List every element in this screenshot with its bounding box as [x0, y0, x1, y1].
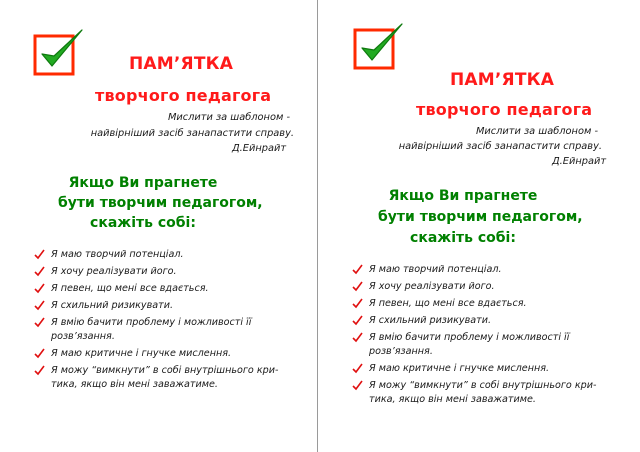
list-item: Я певен, що мені все вдається.: [352, 297, 622, 311]
list-item: Я можу “вимкнути” в собі внутрішнього кри- тика, якщо він мені заважатиме.: [352, 379, 622, 407]
list-item: Я схильний ризикувати.: [34, 299, 304, 313]
checkmark-icon: [34, 249, 45, 260]
quote-line: найвірніший засіб занапастити справу.: [90, 128, 294, 139]
memo-title: ПАМ’ЯТКА: [129, 54, 234, 74]
heading-line: Якщо Ви прагнете: [68, 175, 218, 191]
memo-card-left: [0, 0, 318, 452]
list-item: Я вмію бачити проблему і можливості її розв’язання.: [34, 316, 304, 344]
list-item: Я маю критичне і гнучке мислення.: [34, 347, 304, 361]
list-item: Я можу “вимкнути” в собі внутрішнього кри- тика, якщо він мені заважатиме.: [34, 364, 304, 392]
checkmark-icon: [34, 266, 45, 277]
checkmark-icon: [34, 317, 45, 328]
quote-line: найвірніший засіб занапастити справу.: [398, 141, 602, 152]
list-item: Я певен, що мені все вдається.: [34, 282, 304, 296]
checkbox-checked-icon: [32, 26, 86, 80]
checkmark-icon: [352, 363, 363, 374]
checkmark-icon: [34, 283, 45, 294]
checkmark-icon: [352, 298, 363, 309]
items-list: [34, 248, 304, 392]
heading-line: скажіть собі:: [410, 230, 516, 246]
checkmark-icon: [352, 380, 363, 391]
list-item: Я маю творчий потенціал.: [352, 263, 622, 277]
heading-line: скажіть собі:: [90, 215, 196, 231]
list-item: Я вмію бачити проблему і можливості її розв’язання.: [352, 331, 622, 359]
quote-author: Д.Ейнрайт: [232, 143, 287, 154]
items-list: [352, 263, 622, 407]
checkmark-icon: [352, 264, 363, 275]
checkmark-icon: [34, 300, 45, 311]
quote-line: Мислити за шаблоном -: [167, 112, 290, 123]
heading-line: бути творчим педагогом,: [378, 209, 583, 225]
checkmark-icon: [352, 281, 363, 292]
checkmark-icon: [34, 365, 45, 376]
list-item: Я маю творчий потенціал.: [34, 248, 304, 262]
list-item: Я маю критичне і гнучке мислення.: [352, 362, 622, 376]
checkmark-icon: [352, 315, 363, 326]
heading-line: бути творчим педагогом,: [58, 195, 263, 211]
memo-subtitle: творчого педагога: [416, 100, 593, 119]
checkmark-icon: [34, 348, 45, 359]
checkbox-checked-icon: [352, 20, 406, 74]
checkmark-icon: [352, 332, 363, 343]
quote-author: Д.Ейнрайт: [552, 156, 607, 167]
heading-line: Якщо Ви прагнете: [388, 188, 538, 204]
list-item: Я хочу реалізувати його.: [34, 265, 304, 279]
list-item: Я хочу реалізувати його.: [352, 280, 622, 294]
memo-card-right: [320, 0, 638, 452]
list-item: Я схильний ризикувати.: [352, 314, 622, 328]
quote-line: Мислити за шаблоном -: [475, 126, 598, 137]
memo-subtitle: творчого педагога: [95, 86, 272, 105]
memo-title: ПАМ’ЯТКА: [450, 70, 555, 90]
